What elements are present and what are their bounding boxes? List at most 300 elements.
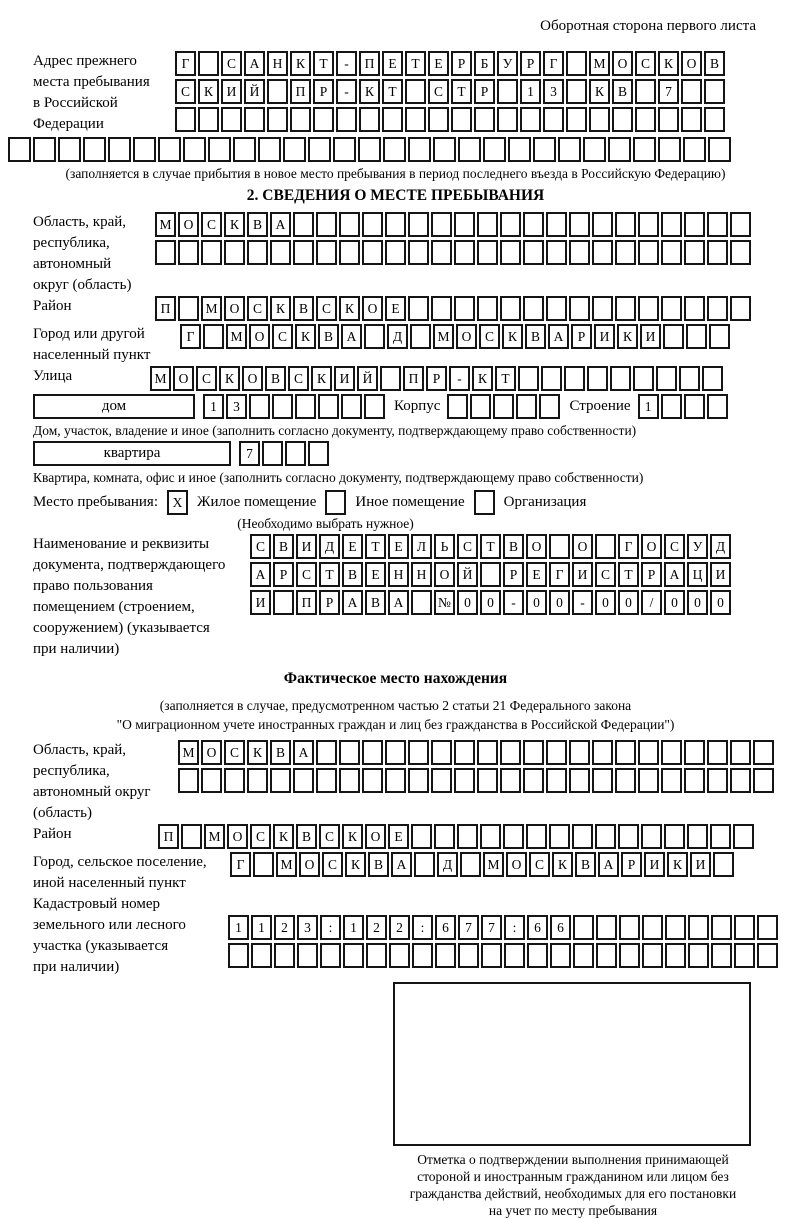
char-cell — [569, 240, 590, 265]
char-cell: В — [575, 852, 596, 877]
char-cell — [341, 394, 362, 419]
char-cell — [33, 137, 56, 162]
char-cell: Й — [457, 562, 478, 587]
char-cell: Д — [387, 324, 408, 349]
char-cell: 7 — [658, 79, 679, 104]
ulitsa-label: Улица — [33, 368, 73, 384]
char-cell — [704, 107, 725, 132]
fact-oblast-label — [33, 740, 178, 824]
kadastr-row-2 — [228, 943, 780, 968]
char-cell — [318, 394, 339, 419]
char-cell: Г — [549, 562, 570, 587]
char-cell — [203, 324, 224, 349]
char-cell — [258, 137, 281, 162]
char-cell — [665, 943, 686, 968]
char-cell — [454, 768, 475, 793]
gorod-row — [180, 324, 732, 349]
char-cell: : — [412, 915, 433, 940]
char-cell: О — [173, 366, 194, 391]
char-cell — [272, 394, 293, 419]
char-cell — [592, 740, 613, 765]
char-cell — [661, 296, 682, 321]
char-cell — [316, 240, 337, 265]
char-cell: Р — [451, 51, 472, 76]
char-cell — [707, 240, 728, 265]
char-cell — [533, 137, 556, 162]
korpus-label: Корпус — [394, 398, 441, 414]
char-cell — [477, 296, 498, 321]
char-cell — [753, 768, 774, 793]
char-cell — [633, 366, 654, 391]
char-cell — [183, 137, 206, 162]
field-fact-raion — [33, 824, 758, 852]
char-cell — [633, 137, 656, 162]
char-cell: С — [288, 366, 309, 391]
char-cell: Е — [342, 534, 363, 559]
char-cell: В — [270, 740, 291, 765]
char-cell — [178, 296, 199, 321]
char-cell — [339, 740, 360, 765]
checkbox-organizatsiya — [474, 490, 495, 515]
char-cell — [364, 394, 385, 419]
document-row-3 — [250, 590, 733, 615]
char-cell — [569, 296, 590, 321]
char-cell: В — [368, 852, 389, 877]
char-cell — [734, 915, 755, 940]
char-cell: 0 — [526, 590, 547, 615]
char-cell: - — [336, 79, 357, 104]
char-cell — [550, 943, 571, 968]
char-cell: П — [155, 296, 176, 321]
char-cell: Р — [273, 562, 294, 587]
char-cell — [274, 943, 295, 968]
korpus-cells — [447, 394, 562, 419]
char-cell — [58, 137, 81, 162]
char-cell — [546, 768, 567, 793]
char-cell — [483, 137, 506, 162]
char-cell — [711, 943, 732, 968]
char-cell — [679, 366, 700, 391]
char-cell: 0 — [457, 590, 478, 615]
char-cell — [661, 240, 682, 265]
oblast-cells — [155, 212, 753, 268]
char-cell: А — [388, 590, 409, 615]
char-cell — [688, 915, 709, 940]
char-cell: М — [483, 852, 504, 877]
char-cell: В — [296, 824, 317, 849]
char-cell — [316, 212, 337, 237]
char-cell — [273, 590, 294, 615]
char-cell: О — [362, 296, 383, 321]
char-cell: С — [428, 79, 449, 104]
char-cell: Е — [382, 51, 403, 76]
char-cell — [477, 212, 498, 237]
char-cell: К — [617, 324, 638, 349]
char-cell: Р — [571, 324, 592, 349]
fact-gorod-row — [230, 852, 736, 877]
char-cell — [454, 212, 475, 237]
char-cell: - — [572, 590, 593, 615]
char-cell — [431, 768, 452, 793]
gorod-label — [33, 324, 180, 366]
char-cell — [208, 137, 231, 162]
char-cell — [339, 240, 360, 265]
char-cell — [308, 441, 329, 466]
char-cell: Г — [230, 852, 251, 877]
char-cell: В — [293, 296, 314, 321]
label-line: Адрес прежнего — [33, 53, 137, 69]
char-cell: И — [690, 852, 711, 877]
char-cell — [707, 212, 728, 237]
char-cell — [638, 212, 659, 237]
char-cell: К — [552, 852, 573, 877]
char-cell — [635, 79, 656, 104]
char-cell — [336, 107, 357, 132]
char-cell — [558, 137, 581, 162]
label-line: документа, подтверждающего — [33, 557, 226, 573]
char-cell: Т — [495, 366, 516, 391]
char-cell — [297, 943, 318, 968]
dom-box-label: дом — [33, 394, 195, 419]
char-cell: Г — [180, 324, 201, 349]
char-cell: 0 — [549, 590, 570, 615]
char-cell: У — [687, 534, 708, 559]
char-cell: 6 — [550, 915, 571, 940]
char-cell: В — [247, 212, 268, 237]
char-cell — [460, 852, 481, 877]
char-cell: Л — [411, 534, 432, 559]
char-cell: И — [221, 79, 242, 104]
char-cell — [480, 562, 501, 587]
kadastr-label — [33, 894, 228, 978]
kvartira-box-label: квартира — [33, 441, 231, 466]
char-cell: Т — [313, 51, 334, 76]
char-cell — [566, 79, 587, 104]
char-cell — [583, 137, 606, 162]
char-cell — [684, 240, 705, 265]
oblast-label — [33, 212, 155, 296]
char-cell: С — [595, 562, 616, 587]
char-cell — [412, 943, 433, 968]
char-cell — [477, 240, 498, 265]
char-cell: С — [322, 852, 343, 877]
char-cell — [233, 137, 256, 162]
label-line: (область) — [33, 805, 92, 821]
char-cell — [702, 366, 723, 391]
char-cell — [638, 768, 659, 793]
char-cell: К — [667, 852, 688, 877]
char-cell — [572, 824, 593, 849]
char-cell — [411, 824, 432, 849]
char-cell: М — [226, 324, 247, 349]
char-cell: А — [598, 852, 619, 877]
char-cell — [431, 240, 452, 265]
char-cell: К — [359, 79, 380, 104]
fact-oblast-cells — [178, 740, 776, 796]
char-cell — [133, 137, 156, 162]
char-cell — [428, 107, 449, 132]
char-cell — [451, 107, 472, 132]
char-cell: С — [250, 534, 271, 559]
char-cell — [595, 534, 616, 559]
char-cell — [497, 107, 518, 132]
option-zhiloe-label: Жилое помещение — [197, 494, 317, 510]
char-cell: 6 — [435, 915, 456, 940]
char-cell: К — [247, 740, 268, 765]
char-cell — [592, 296, 613, 321]
char-cell: Т — [382, 79, 403, 104]
char-cell — [316, 740, 337, 765]
field-ulitsa — [33, 366, 758, 394]
char-cell: - — [336, 51, 357, 76]
char-cell: Е — [388, 824, 409, 849]
char-cell — [362, 768, 383, 793]
label-line: при наличии) — [33, 959, 120, 975]
char-cell — [175, 107, 196, 132]
char-cell — [608, 137, 631, 162]
char-cell: Г — [175, 51, 196, 76]
char-cell — [503, 824, 524, 849]
char-cell: К — [295, 324, 316, 349]
char-cell — [228, 943, 249, 968]
kvartira-note: Квартира, комната, офис и иное (заполнить согласно документу, подтверждающему право собственности) — [33, 470, 644, 485]
char-cell: К — [198, 79, 219, 104]
field-mesto-prebyvaniya — [33, 490, 758, 515]
field-fact-gorod — [33, 852, 758, 894]
char-cell: И — [644, 852, 665, 877]
char-cell: О — [242, 366, 263, 391]
char-cell: В — [318, 324, 339, 349]
stamp-caption — [381, 1151, 765, 1219]
char-cell: О — [612, 51, 633, 76]
label-line: республика, — [33, 235, 110, 251]
char-cell — [435, 943, 456, 968]
char-cell — [454, 740, 475, 765]
char-cell — [270, 240, 291, 265]
char-cell: О — [526, 534, 547, 559]
char-cell — [262, 441, 283, 466]
char-cell: Т — [480, 534, 501, 559]
char-cell: Т — [405, 51, 426, 76]
char-cell: А — [244, 51, 265, 76]
char-cell — [366, 943, 387, 968]
char-cell: Т — [365, 534, 386, 559]
char-cell — [500, 740, 521, 765]
label-line: Город, сельское поселение, — [33, 854, 207, 870]
char-cell — [253, 852, 274, 877]
char-cell — [753, 740, 774, 765]
label-line: Город или другой — [33, 326, 145, 342]
char-cell: О — [299, 852, 320, 877]
document-label — [33, 534, 250, 660]
char-cell: Ь — [434, 534, 455, 559]
char-cell — [687, 824, 708, 849]
char-cell — [638, 240, 659, 265]
oblast-row-2 — [155, 240, 753, 265]
char-cell: Е — [365, 562, 386, 587]
char-cell — [408, 240, 429, 265]
char-cell — [566, 51, 587, 76]
char-cell: К — [472, 366, 493, 391]
label-line: места пребывания — [33, 74, 150, 90]
char-cell — [592, 768, 613, 793]
document-cells — [250, 534, 733, 618]
char-cell — [688, 943, 709, 968]
ulitsa-row — [150, 366, 725, 391]
char-cell — [546, 740, 567, 765]
char-cell: С — [175, 79, 196, 104]
char-cell — [458, 137, 481, 162]
char-cell — [641, 824, 662, 849]
char-cell: С — [272, 324, 293, 349]
char-cell — [339, 768, 360, 793]
char-cell — [201, 768, 222, 793]
char-cell — [730, 296, 751, 321]
char-cell — [539, 394, 560, 419]
char-cell — [686, 324, 707, 349]
char-cell — [308, 137, 331, 162]
char-cell — [573, 915, 594, 940]
char-cell — [619, 915, 640, 940]
char-cell — [661, 740, 682, 765]
char-cell — [293, 768, 314, 793]
char-cell — [681, 79, 702, 104]
char-cell — [454, 296, 475, 321]
char-cell: А — [391, 852, 412, 877]
char-cell: О — [506, 852, 527, 877]
char-cell — [730, 212, 751, 237]
char-cell: И — [640, 324, 661, 349]
char-cell — [635, 107, 656, 132]
char-cell — [564, 366, 585, 391]
char-cell — [343, 943, 364, 968]
char-cell — [638, 296, 659, 321]
char-cell: Р — [503, 562, 524, 587]
char-cell: : — [504, 915, 525, 940]
char-cell — [359, 107, 380, 132]
char-cell: С — [664, 534, 685, 559]
char-cell — [198, 51, 219, 76]
char-cell: Н — [388, 562, 409, 587]
char-cell — [526, 824, 547, 849]
char-cell: 1 — [203, 394, 224, 419]
char-cell: / — [641, 590, 662, 615]
char-cell: П — [403, 366, 424, 391]
char-cell — [383, 137, 406, 162]
char-cell — [713, 852, 734, 877]
char-cell — [615, 296, 636, 321]
char-cell — [433, 137, 456, 162]
char-cell: А — [250, 562, 271, 587]
char-cell — [508, 137, 531, 162]
char-cell: - — [449, 366, 470, 391]
checkbox-inoe — [325, 490, 346, 515]
char-cell — [708, 137, 731, 162]
char-cell: Е — [385, 296, 406, 321]
char-cell: И — [334, 366, 355, 391]
char-cell: О — [178, 212, 199, 237]
char-cell — [447, 394, 468, 419]
char-cell: Д — [319, 534, 340, 559]
raion-row — [155, 296, 753, 321]
oblast-row-1 — [155, 212, 753, 237]
char-cell: С — [529, 852, 550, 877]
char-cell — [408, 296, 429, 321]
char-cell — [523, 296, 544, 321]
char-cell: В — [365, 590, 386, 615]
char-cell — [683, 137, 706, 162]
field-document — [33, 534, 758, 660]
char-cell: 1 — [343, 915, 364, 940]
char-cell — [569, 768, 590, 793]
char-cell — [408, 740, 429, 765]
char-cell — [710, 824, 731, 849]
char-cell — [684, 394, 705, 419]
char-cell — [684, 212, 705, 237]
kadastr-cells — [228, 915, 780, 971]
char-cell — [730, 240, 751, 265]
char-cell: И — [296, 534, 317, 559]
char-cell — [247, 240, 268, 265]
char-cell — [504, 943, 525, 968]
char-cell — [500, 768, 521, 793]
char-cell — [543, 107, 564, 132]
char-cell: О — [365, 824, 386, 849]
char-cell: О — [201, 740, 222, 765]
char-cell — [244, 107, 265, 132]
char-cell — [730, 768, 751, 793]
char-cell: К — [219, 366, 240, 391]
char-cell: М — [150, 366, 171, 391]
char-cell: М — [589, 51, 610, 76]
char-cell: С — [319, 824, 340, 849]
option-organizatsiya-label: Организация — [503, 494, 587, 510]
char-cell — [500, 240, 521, 265]
char-cell: С — [457, 534, 478, 559]
char-cell: Р — [313, 79, 334, 104]
char-cell — [358, 137, 381, 162]
char-cell: С — [316, 296, 337, 321]
char-cell — [414, 852, 435, 877]
char-cell: П — [359, 51, 380, 76]
char-cell — [707, 296, 728, 321]
char-cell: С — [196, 366, 217, 391]
char-cell — [201, 240, 222, 265]
char-cell: К — [589, 79, 610, 104]
char-cell: А — [342, 590, 363, 615]
char-cell: П — [158, 824, 179, 849]
char-cell — [385, 740, 406, 765]
label-line: автономный — [33, 256, 112, 272]
char-cell: 2 — [274, 915, 295, 940]
char-cell — [470, 394, 491, 419]
char-cell — [546, 240, 567, 265]
char-cell: Р — [426, 366, 447, 391]
char-cell — [480, 824, 501, 849]
stamp-box — [393, 982, 751, 1146]
char-cell — [178, 240, 199, 265]
char-cell — [549, 824, 570, 849]
char-cell: О — [224, 296, 245, 321]
char-cell: В — [265, 366, 286, 391]
char-cell — [733, 824, 754, 849]
char-cell — [293, 212, 314, 237]
prev-address-note: (заполняется в случае прибытия в новое место пребывания в период последнего въезда в Российскую Федерацию) — [65, 166, 726, 181]
label-line: помещением (строением, — [33, 599, 195, 615]
char-cell: 1 — [638, 394, 659, 419]
stroenie-label: Строение — [569, 398, 631, 414]
char-cell: И — [710, 562, 731, 587]
